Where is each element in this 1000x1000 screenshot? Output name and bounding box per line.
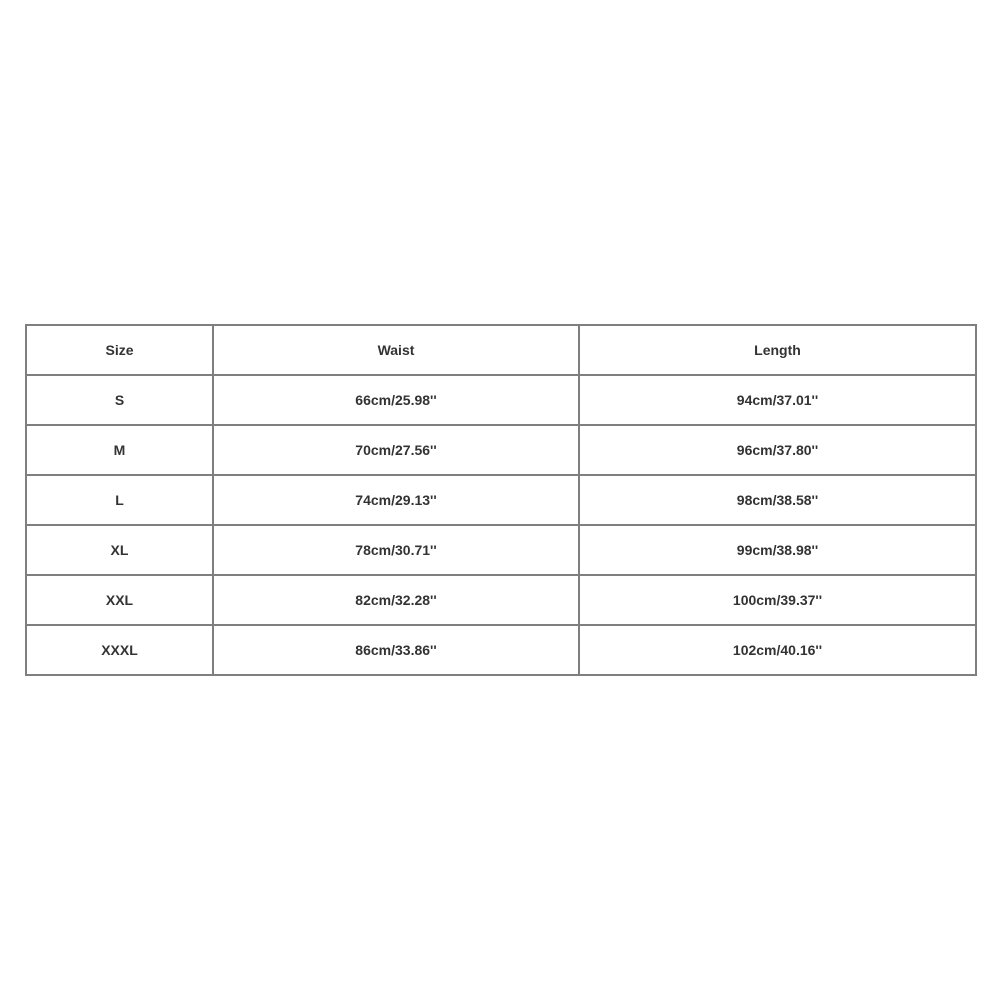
table-row xyxy=(26,475,976,525)
cell-size: XL xyxy=(26,525,213,575)
cell-size: M xyxy=(26,425,213,475)
cell-waist: 82cm/32.28'' xyxy=(213,575,579,625)
cell-length: 102cm/40.16'' xyxy=(579,625,976,675)
table-row xyxy=(26,525,976,575)
header-waist: Waist xyxy=(213,325,579,375)
table-row xyxy=(26,575,976,625)
cell-size: XXXL xyxy=(26,625,213,675)
cell-length: 96cm/37.80'' xyxy=(579,425,976,475)
header-size: Size xyxy=(26,325,213,375)
table-row xyxy=(26,425,976,475)
size-chart-table xyxy=(25,324,977,676)
cell-length: 100cm/39.37'' xyxy=(579,575,976,625)
cell-waist: 78cm/30.71'' xyxy=(213,525,579,575)
cell-waist: 66cm/25.98'' xyxy=(213,375,579,425)
cell-waist: 70cm/27.56'' xyxy=(213,425,579,475)
table-row xyxy=(26,625,976,675)
cell-length: 94cm/37.01'' xyxy=(579,375,976,425)
cell-size: XXL xyxy=(26,575,213,625)
cell-size: L xyxy=(26,475,213,525)
table-row xyxy=(26,375,976,425)
header-length: Length xyxy=(579,325,976,375)
cell-length: 99cm/38.98'' xyxy=(579,525,976,575)
cell-size: S xyxy=(26,375,213,425)
table-header-row xyxy=(26,325,976,375)
cell-waist: 74cm/29.13'' xyxy=(213,475,579,525)
cell-length: 98cm/38.58'' xyxy=(579,475,976,525)
cell-waist: 86cm/33.86'' xyxy=(213,625,579,675)
